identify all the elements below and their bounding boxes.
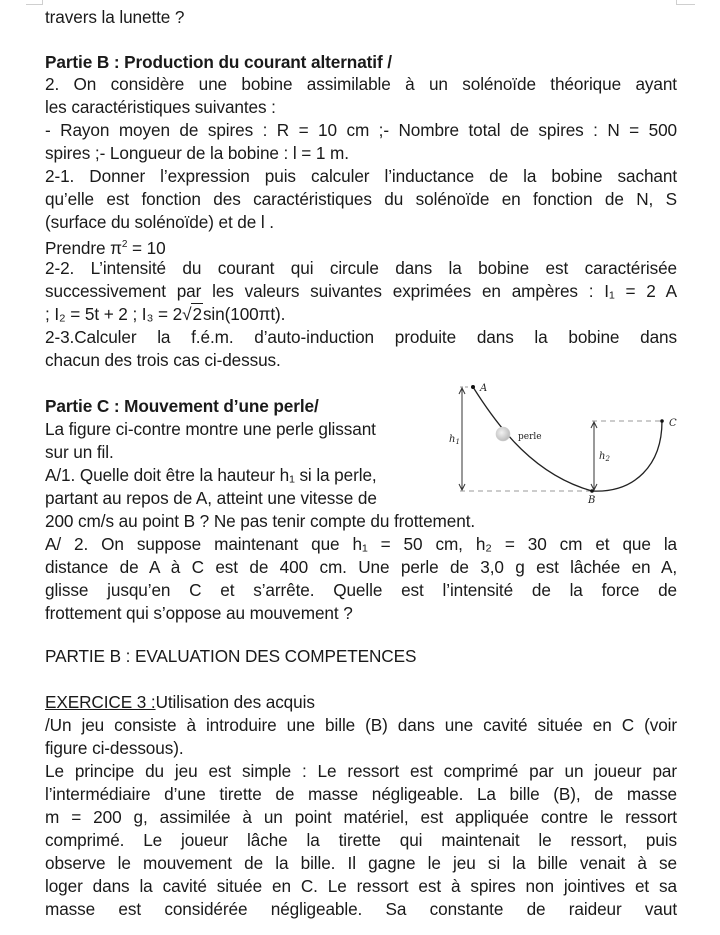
radicand: 2 — [192, 304, 202, 324]
exercice3-paragraph-line: observe le mouvement de la bille. Il gagne le jeu si la bille venait à se — [45, 853, 677, 873]
a1-text-line: partant au repos de A, atteint une vitesse de — [45, 488, 377, 508]
q21-text-line: 2-1. Donner l’expression puis calculer l’inductance de la bobine sachant — [45, 166, 677, 186]
exercice3-text-line: /Un jeu consiste à introduire une bille (B) dans une cavité située en C (voir — [45, 715, 677, 735]
label-h2 — [599, 451, 610, 463]
q2-text-line: les caractéristiques suivantes : — [45, 97, 276, 117]
a2-text-line: distance de A à C est de 400 cm. Une perle de 3,0 g est lâchée en A, — [45, 557, 677, 577]
q22-text-line: successivement par les valeurs suivantes exprimées en ampères : I₁ = 2 A — [45, 281, 677, 301]
q2-text-line: 2. On considère une bobine assimilable à un solénoïde théorique ayant — [45, 74, 677, 94]
a1-text-line: 200 cm/s au point B ? Ne pas tenir compte du frottement. — [45, 511, 476, 531]
exercice3-heading: EXERCICE 3 : — [45, 692, 156, 712]
specs-line: spires ;- Longueur de la bobine : l = 1 m. — [45, 143, 349, 163]
specs-line: - Rayon moyen de spires : R = 10 cm ;- Nombre total de spires : N = 500 — [45, 120, 677, 140]
a1-text-line: A/1. Quelle doit être la hauteur h₁ si la perle, — [45, 465, 377, 485]
label-perle: perle — [518, 432, 542, 442]
a2-text-line: A/ 2. On suppose maintenant que h₁ = 50 cm, h₂ = 30 cm et que la — [45, 534, 677, 554]
label-h2-letter: h — [599, 451, 606, 462]
label-h2-subscript: 2 — [605, 455, 610, 463]
label-a: A — [480, 383, 488, 394]
q22-text-line: 2-2. L’intensité du courant qui circule dans la bobine est caractérisée — [45, 258, 677, 278]
label-h1-letter: h — [449, 434, 456, 445]
square-root: √2 — [182, 304, 202, 324]
exercice3-paragraph-line: masse est considérée négligeable. Sa constante de raideur vaut — [45, 899, 677, 919]
exercice3-heading-line — [45, 691, 315, 713]
formula-part: ; I₂ = 5t + 2 ; I₃ = 2 — [45, 304, 183, 324]
exercice3-paragraph-line: loger dans la cavité située en C. Le ressort est à spires non jointives et sa — [45, 876, 677, 896]
page-corner-mark-right — [676, 0, 695, 5]
exercice3-subtitle: Utilisation des acquis — [155, 692, 315, 712]
label-c: C — [669, 418, 677, 429]
exercice3-paragraph-line: l’intermédiaire d’une tirette de masse négligeable. La bille (B), de masse — [45, 784, 677, 804]
exercice3-paragraph-line: m = 200 g, assimilée à un point matériel, est appliquée contre le ressort — [45, 807, 677, 827]
partie-b-title: Partie B : Production du courant alternatif / — [45, 52, 392, 72]
q22-formula-line — [45, 303, 285, 325]
a2-text-line: frottement qui s’oppose au mouvement ? — [45, 603, 353, 623]
partie-c-intro-line: sur un fil. — [45, 442, 114, 462]
label-h1 — [449, 434, 460, 446]
formula-part: sin(100πt). — [202, 304, 286, 324]
q21-text-line: (surface du solénoïde) et de l . — [45, 212, 274, 232]
bead-on-wire-figure — [440, 375, 690, 505]
exercice3-text-line: figure ci-dessous). — [45, 738, 184, 758]
partie-c-intro-line: La figure ci-contre montre une perle glissant — [45, 419, 376, 439]
q23-text-line: chacun des trois cas ci-dessus. — [45, 350, 281, 370]
exercice3-paragraph-line: comprimé. Le joueur lâche la tirette qui maintenait le ressort, puis — [45, 830, 677, 850]
page-corner-mark-left — [26, 0, 43, 5]
a2-text-line: glisse jusqu’en C et s’arrête. Quelle est l’intensité de la force de — [45, 580, 677, 600]
partie-c-title: Partie C : Mouvement d’une perle/ — [45, 396, 319, 416]
previous-question-tail: travers la lunette ? — [45, 7, 185, 27]
q23-text-line: 2-3.Calculer la f.é.m. d’auto-induction produite dans la bobine dans — [45, 327, 677, 347]
evaluation-title: PARTIE B : EVALUATION DES COMPETENCES — [45, 646, 417, 666]
exercice3-paragraph-line: Le principe du jeu est simple : Le ressort est comprimé par un joueur par — [45, 761, 677, 781]
prendre-value: = 10 — [127, 238, 166, 258]
q21-text-line: qu’elle est fonction des caractéristiques du solénoïde en fonction de N, S — [45, 189, 677, 209]
label-b: B — [588, 495, 596, 505]
exponent: 2 — [121, 239, 128, 250]
label-h1-subscript: 1 — [455, 438, 460, 446]
wire-diagram — [440, 375, 690, 505]
prendre-pi-line — [45, 234, 166, 259]
prendre-text: Prendre π — [45, 238, 122, 258]
